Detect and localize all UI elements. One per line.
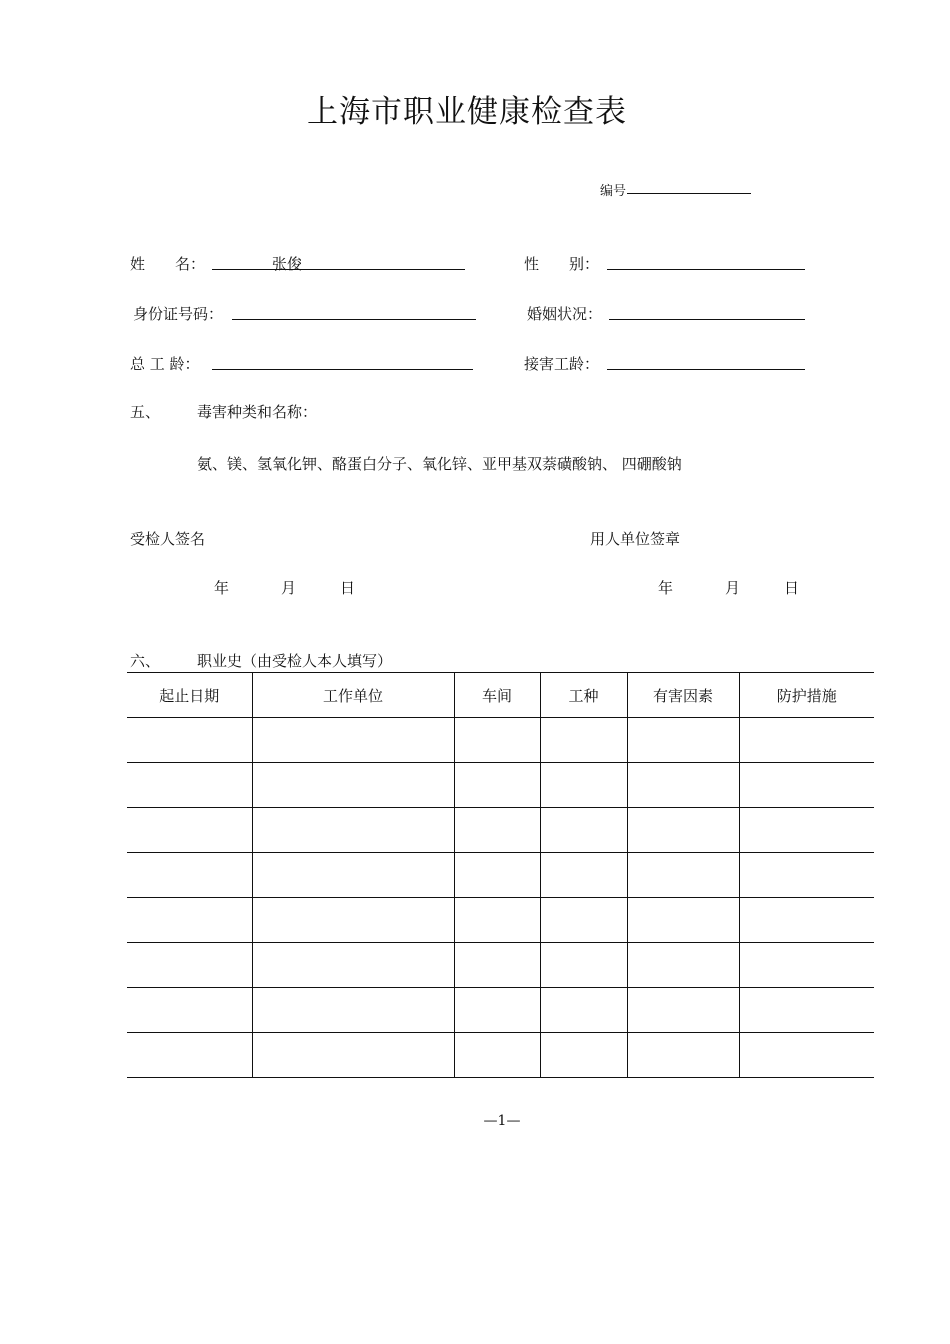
employer-year: 年: [658, 579, 674, 597]
column-header: 起止日期: [127, 673, 252, 718]
gender-label: 性 别：: [524, 255, 600, 273]
name-value: 张俊: [272, 255, 303, 273]
employer-seal-label: 用人单位签章: [590, 530, 681, 548]
table-cell[interactable]: [739, 1033, 874, 1078]
examinee-year: 年: [214, 579, 230, 597]
table-cell[interactable]: [540, 898, 627, 943]
table-cell[interactable]: [454, 898, 540, 943]
table-cell[interactable]: [127, 763, 252, 808]
table-cell[interactable]: [454, 853, 540, 898]
table-cell[interactable]: [540, 718, 627, 763]
exposure-years-label: 接害工龄：: [524, 355, 600, 373]
table-cell[interactable]: [127, 718, 252, 763]
table-cell[interactable]: [627, 853, 739, 898]
table-cell[interactable]: [127, 943, 252, 988]
table-cell[interactable]: [252, 943, 454, 988]
table-cell[interactable]: [454, 718, 540, 763]
column-header: 防护措施: [739, 673, 874, 718]
examinee-day: 日: [340, 579, 356, 597]
table-cell[interactable]: [627, 808, 739, 853]
table-row: [127, 763, 874, 808]
table-cell[interactable]: [127, 898, 252, 943]
marital-status-field[interactable]: [609, 319, 805, 320]
table-cell[interactable]: [739, 718, 874, 763]
table-cell[interactable]: [252, 898, 454, 943]
hazard-substances: 氨、镁、氢氧化钾、酪蛋白分子、氧化锌、亚甲基双萘磺酸钠、 四硼酸钠: [197, 455, 682, 473]
table-cell[interactable]: [454, 988, 540, 1033]
table-cell[interactable]: [540, 763, 627, 808]
section6-heading: 职业史（由受检人本人填写）: [197, 652, 393, 670]
page-title: 上海市职业健康检查表: [307, 94, 627, 130]
table-cell[interactable]: [739, 763, 874, 808]
table-cell[interactable]: [627, 988, 739, 1033]
table-cell[interactable]: [454, 808, 540, 853]
table-cell[interactable]: [739, 853, 874, 898]
table-cell[interactable]: [739, 988, 874, 1033]
section5-heading: 毒害种类和名称：: [197, 403, 318, 421]
serial-field[interactable]: [627, 193, 751, 194]
total-work-years-field[interactable]: [212, 369, 473, 370]
table-row: [127, 898, 874, 943]
table-cell[interactable]: [627, 898, 739, 943]
table-cell[interactable]: [252, 988, 454, 1033]
gender-field[interactable]: [607, 269, 805, 270]
marital-status-label: 婚姻状况：: [527, 305, 603, 323]
table-cell[interactable]: [127, 988, 252, 1033]
table-cell[interactable]: [454, 763, 540, 808]
name-field[interactable]: [212, 269, 465, 270]
table-cell[interactable]: [252, 718, 454, 763]
table-cell[interactable]: [127, 853, 252, 898]
page-number: —1—: [483, 1113, 521, 1129]
table-cell[interactable]: [540, 943, 627, 988]
table-row: [127, 718, 874, 763]
table-cell[interactable]: [252, 1033, 454, 1078]
table-row: [127, 1033, 874, 1078]
column-header: 工种: [540, 673, 627, 718]
table-cell[interactable]: [739, 943, 874, 988]
table-header-row: [127, 673, 874, 718]
table-row: [127, 808, 874, 853]
section6-number: 六、: [130, 652, 161, 670]
table-row: [127, 988, 874, 1033]
table-cell[interactable]: [252, 853, 454, 898]
occupational-history-table: [127, 672, 874, 1078]
table-cell[interactable]: [739, 808, 874, 853]
table-cell[interactable]: [627, 1033, 739, 1078]
column-header: 工作单位: [252, 673, 454, 718]
section5-number: 五、: [130, 403, 161, 421]
name-label: 姓 名：: [130, 255, 206, 273]
table-cell[interactable]: [627, 763, 739, 808]
id-number-field[interactable]: [232, 319, 476, 320]
table-cell[interactable]: [540, 1033, 627, 1078]
table-cell[interactable]: [454, 943, 540, 988]
table-cell[interactable]: [252, 808, 454, 853]
table-row: [127, 853, 874, 898]
table-cell[interactable]: [127, 808, 252, 853]
employer-month: 月: [725, 579, 741, 597]
table-cell[interactable]: [252, 763, 454, 808]
table-cell[interactable]: [739, 898, 874, 943]
table-cell[interactable]: [627, 943, 739, 988]
id-number-label: 身份证号码：: [133, 305, 224, 323]
table-cell[interactable]: [540, 988, 627, 1033]
total-work-years-label: 总 工 龄：: [130, 355, 200, 373]
table-cell[interactable]: [540, 853, 627, 898]
table-cell[interactable]: [127, 1033, 252, 1078]
examinee-month: 月: [281, 579, 297, 597]
serial-label: 编号: [600, 184, 627, 199]
employer-day: 日: [784, 579, 800, 597]
column-header: 有害因素: [627, 673, 739, 718]
examinee-signature-label: 受检人签名: [130, 530, 206, 548]
exposure-years-field[interactable]: [607, 369, 805, 370]
table-row: [127, 943, 874, 988]
table-cell[interactable]: [540, 808, 627, 853]
table-cell[interactable]: [627, 718, 739, 763]
column-header: 车间: [454, 673, 540, 718]
table-cell[interactable]: [454, 1033, 540, 1078]
